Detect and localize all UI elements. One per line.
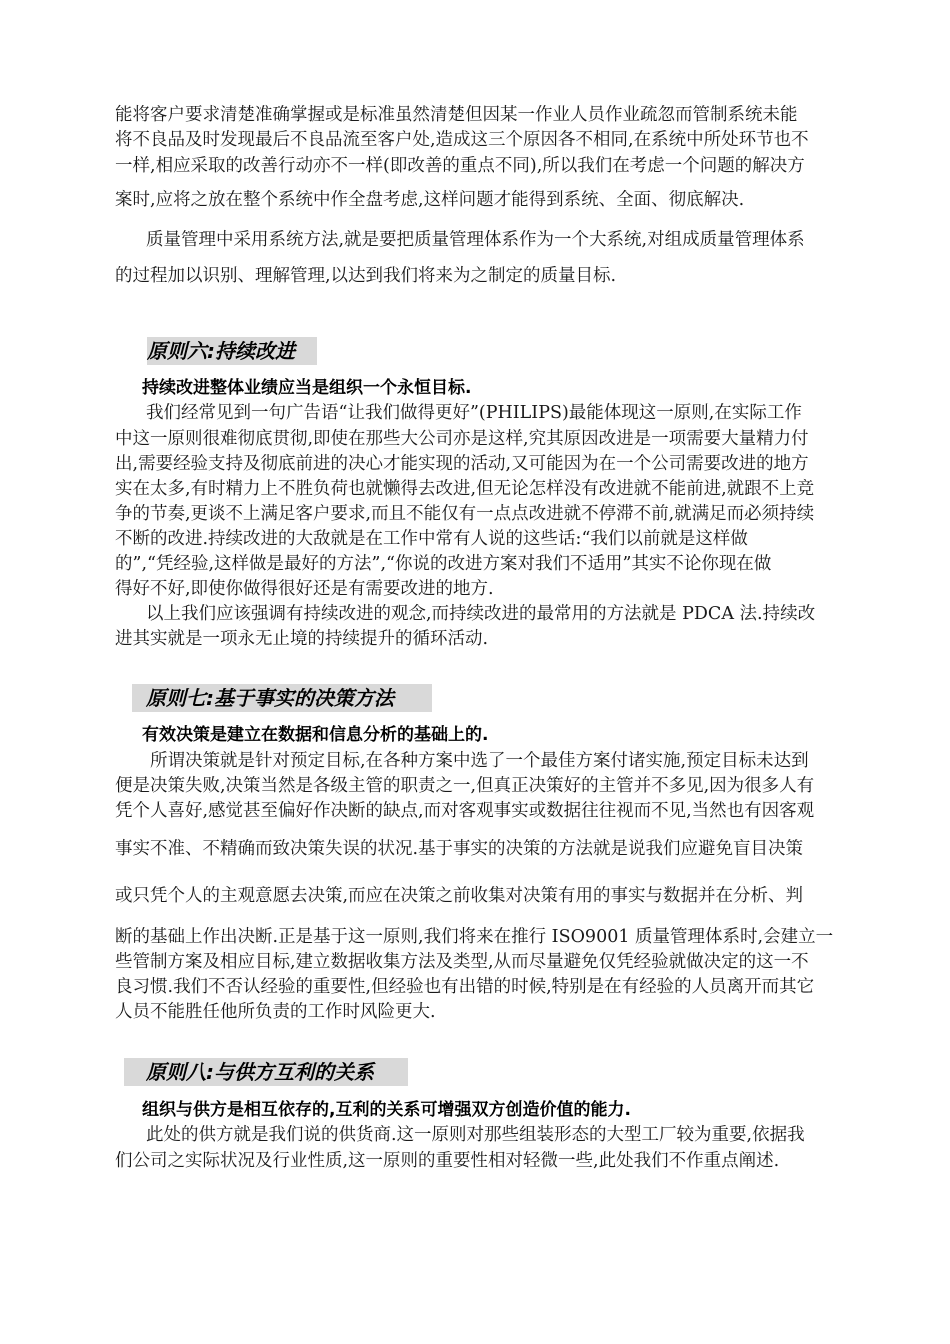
body-line: 人员不能胜任他所负责的工作时风险更大. — [115, 1002, 436, 1022]
body-line: 出,需要经验支持及彻底前进的决心才能实现的活动,又可能因为在一个公司需要改进的地方 — [115, 454, 809, 474]
body-line: 以上我们应该强调有持续改进的观念,而持续改进的最常用的方法就是 PDCA 法.持续改 — [146, 604, 816, 624]
body-line: 中这一原则很难彻底贯彻,即使在那些大公司亦是这样,究其原因改进是一项需要大量精力付 — [115, 429, 809, 449]
section-heading-text: 原则六:持续改进 — [147, 339, 295, 363]
section-heading — [147, 337, 317, 365]
intro-line: 的过程加以识别、理解管理,以达到我们将来为之制定的质量目标. — [115, 266, 617, 286]
body-line: 我们经常见到一句广告语“让我们做得更好”(PHILIPS)最能体现这一原则,在实际工作 — [146, 403, 802, 423]
body-line: 争的节奏,更谈不上满足客户要求,而且不能仅有一点点改进就不停滞不前,就满足而必须持续 — [115, 504, 815, 524]
intro-line: 将不良品及时发现最后不良品流至客户处,造成这三个原因各不相同,在系统中所处环节也不 — [115, 130, 809, 150]
intro-line: 质量管理中采用系统方法,就是要把质量管理体系作为一个大系统,对组成质量管理体系 — [146, 230, 805, 250]
section-heading — [132, 684, 432, 712]
body-line: 凭个人喜好,感觉甚至偏好作决断的缺点,而对客观事实或数据往往视而不见,当然也有因客观 — [115, 801, 815, 821]
body-line: 断的基础上作出决断.正是基于这一原则,我们将来在推行 ISO9001 质量管理体系时,会建立一 — [115, 927, 834, 947]
section-heading-text: 原则七:基于事实的决策方法 — [146, 686, 394, 710]
intro-line: 案时,应将之放在整个系统中作全盘考虑,这样问题才能得到系统、全面、彻底解决. — [115, 190, 745, 210]
body-line: 良习惯.我们不否认经验的重要性,但经验也有出错的时候,特别是在有经验的人员离开而其它 — [115, 977, 815, 997]
body-line: 得好不好,即使你做得很好还是有需要改进的地方. — [115, 579, 494, 599]
body-line: 些管制方案及相应目标,建立数据收集方法及类型,从而尽量避免仅凭经验就做决定的这一不 — [115, 952, 809, 972]
body-line: 所谓决策就是针对预定目标,在各种方案中选了一个最佳方案付诸实施,预定目标未达到 — [150, 751, 809, 771]
intro-line: 能将客户要求清楚准确掌握或是标准虽然清楚但因某一作业人员作业疏忽而管制系统未能 — [115, 105, 798, 125]
section-lead: 组织与供方是相互依存的,互利的关系可增强双方创造价值的能力. — [142, 1100, 631, 1120]
section-lead: 持续改进整体业绩应当是组织一个永恒目标. — [142, 378, 472, 398]
body-line: 便是决策失败,决策当然是各级主管的职责之一,但真正决策好的主管并不多见,因为很多人有 — [115, 776, 815, 796]
body-line: 的”,“凭经验,这样做是最好的方法”,“你说的改进方案对我们不适用”其实不论你现在做 — [115, 554, 772, 574]
body-line: 进其实就是一项永无止境的持续提升的循环活动. — [115, 629, 489, 649]
body-line: 或只凭个人的主观意愿去决策,而应在决策之前收集对决策有用的事实与数据并在分析、判 — [115, 886, 804, 906]
body-line: 此处的供方就是我们说的供货商.这一原则对那些组装形态的大型工厂较为重要,依据我 — [146, 1125, 805, 1145]
section-heading-text: 原则八:与供方互利的关系 — [146, 1060, 374, 1084]
section-heading — [124, 1058, 408, 1086]
body-line: 实在太多,有时精力上不胜负荷也就懒得去改进,但无论怎样没有改进就不能前进,就跟不上竞 — [115, 479, 815, 499]
intro-line: 一样,相应采取的改善行动亦不一样(即改善的重点不同),所以我们在考虑一个问题的解决方 — [115, 156, 805, 176]
body-line: 事实不准、不精确而致决策失误的状况.基于事实的决策的方法就是说我们应避免盲目决策 — [115, 839, 804, 859]
body-line: 们公司之实际状况及行业性质,这一原则的重要性相对轻微一些,此处我们不作重点阐述. — [115, 1151, 780, 1171]
body-line: 不断的改进.持续改进的大敌就是在工作中常有人说的这些话:“我们以前就是这样做 — [115, 529, 748, 549]
section-lead: 有效决策是建立在数据和信息分析的基础上的. — [142, 725, 489, 745]
